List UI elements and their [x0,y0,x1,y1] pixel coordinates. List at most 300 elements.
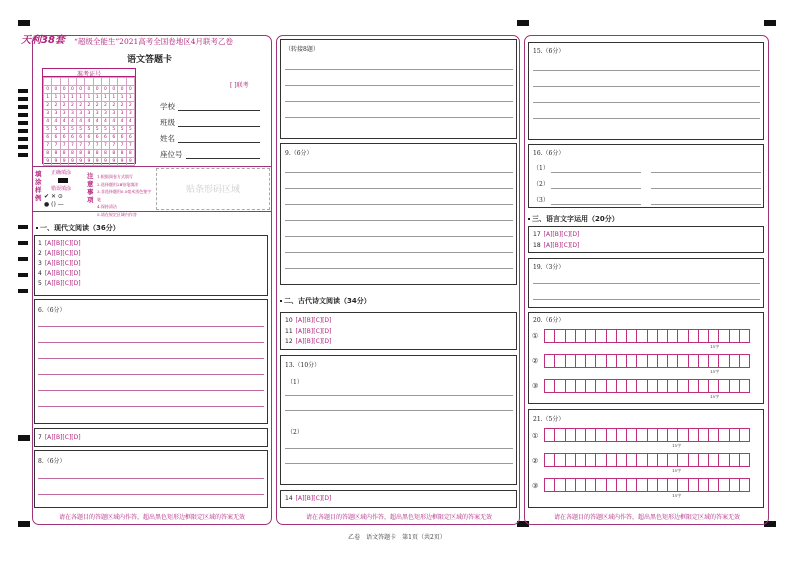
digit-bubble[interactable]: 3 [118,110,126,118]
mc-row[interactable] [38,270,81,278]
answer-line[interactable] [651,172,761,173]
mc-row[interactable] [38,260,81,268]
digit-bubble[interactable]: 2 [101,102,109,110]
char-cell[interactable] [708,453,718,467]
digit-bubble[interactable]: 8 [110,150,118,158]
answer-line[interactable] [285,101,513,102]
digit-bubble[interactable]: 7 [126,142,134,150]
answer-line[interactable] [38,494,264,495]
char-cell[interactable] [636,478,646,492]
digit-write-cell[interactable] [126,78,134,86]
digit-bubble[interactable]: 5 [52,126,60,134]
digit-bubble[interactable]: 6 [68,134,76,142]
digit-bubble[interactable]: 4 [52,118,60,126]
answer-line[interactable] [38,374,264,375]
mc-choices[interactable]: [A][B][C][D] [543,231,580,238]
digit-write-cell[interactable] [85,78,93,86]
digit-bubble[interactable]: 4 [85,118,93,126]
digit-write-cell[interactable] [44,78,52,86]
char-cell[interactable] [544,379,554,393]
mc-choices[interactable]: [A][B][C][D] [543,241,580,249]
digit-bubble[interactable]: 1 [110,94,118,102]
digit-write-cell[interactable] [77,78,85,86]
char-cell[interactable] [585,453,595,467]
digit-bubble[interactable]: 2 [85,102,93,110]
char-cell[interactable] [698,329,708,343]
q7-options[interactable] [38,434,81,442]
digit-bubble[interactable]: 0 [52,86,60,94]
char-cell[interactable] [657,329,667,343]
digit-bubble[interactable]: 9 [44,158,52,166]
digit-bubble[interactable]: 6 [77,134,85,142]
exam-type-tag[interactable]: [ ]联考 [230,82,249,89]
mc-choices[interactable]: [A][B][C][D] [44,260,81,267]
digit-bubble[interactable]: 5 [101,126,109,134]
char-cell[interactable] [677,428,687,442]
digit-bubble[interactable]: 0 [60,86,68,94]
mc-choices[interactable]: [A][B][C][D] [44,240,81,247]
digit-bubble[interactable]: 6 [85,134,93,142]
char-cell[interactable] [544,428,554,442]
answer-line[interactable] [285,448,513,449]
char-cell[interactable] [647,453,657,467]
digit-bubble[interactable]: 8 [85,150,93,158]
mc-choices[interactable]: [A][B][C][D] [44,250,81,257]
char-cell[interactable] [739,428,750,442]
digit-bubble[interactable]: 3 [60,110,68,118]
digit-bubble[interactable]: 8 [77,150,85,158]
char-cell[interactable] [575,329,585,343]
digit-bubble[interactable]: 0 [77,86,85,94]
char-cell[interactable] [688,354,698,368]
digit-write-cell[interactable] [60,78,68,86]
digit-bubble[interactable]: 7 [77,142,85,150]
char-cell[interactable] [698,428,708,442]
char-cell[interactable] [657,379,667,393]
digit-write-cell[interactable] [52,78,60,86]
digit-bubble[interactable]: 7 [44,142,52,150]
digit-bubble[interactable]: 4 [118,118,126,126]
digit-bubble[interactable]: 2 [68,102,76,110]
digit-bubble[interactable]: 5 [44,126,52,134]
digit-bubble[interactable]: 4 [101,118,109,126]
char-cell[interactable] [667,453,677,467]
answer-line[interactable] [285,395,513,396]
answer-line[interactable] [285,204,513,205]
char-cell[interactable] [616,478,626,492]
digit-bubble[interactable]: 0 [118,86,126,94]
char-cell[interactable] [636,329,646,343]
admission-number-grid[interactable] [42,76,136,164]
answer-line[interactable] [38,390,264,391]
digit-bubble[interactable]: 2 [60,102,68,110]
digit-bubble[interactable]: 3 [85,110,93,118]
school-field[interactable] [178,110,260,111]
q7-choices[interactable]: [A][B][C][D] [44,434,81,441]
digit-bubble[interactable]: 5 [93,126,101,134]
char-cell[interactable] [606,453,616,467]
digit-bubble[interactable]: 2 [44,102,52,110]
digit-bubble[interactable]: 1 [52,94,60,102]
char-cell[interactable] [657,453,667,467]
digit-bubble[interactable]: 5 [126,126,134,134]
char-cell[interactable] [636,453,646,467]
name-field[interactable] [178,142,260,143]
char-cell[interactable] [626,354,636,368]
char-cell[interactable] [565,453,575,467]
char-cell[interactable] [688,379,698,393]
answer-line[interactable] [38,326,264,327]
char-cell[interactable] [647,354,657,368]
char-cell[interactable] [626,428,636,442]
digit-bubble[interactable]: 4 [68,118,76,126]
char-cell[interactable] [667,354,677,368]
char-cell[interactable] [554,354,564,368]
char-cell[interactable] [677,354,687,368]
char-cell[interactable] [626,478,636,492]
digit-bubble[interactable]: 6 [126,134,134,142]
digit-bubble[interactable]: 3 [110,110,118,118]
digit-bubble[interactable]: 1 [44,94,52,102]
digit-bubble[interactable]: 6 [110,134,118,142]
char-cell[interactable] [616,354,626,368]
char-cell[interactable] [657,354,667,368]
char-cell[interactable] [636,379,646,393]
char-cell[interactable] [667,428,677,442]
answer-line[interactable] [38,406,264,407]
char-cell[interactable] [729,428,739,442]
answer-line[interactable] [551,204,641,205]
char-cell[interactable] [677,379,687,393]
char-cell[interactable] [718,428,728,442]
digit-bubble[interactable]: 4 [126,118,134,126]
answer-line[interactable] [533,118,760,119]
digit-bubble[interactable]: 1 [85,94,93,102]
char-cell[interactable] [575,379,585,393]
answer-line[interactable] [285,268,513,269]
digit-bubble[interactable]: 5 [77,126,85,134]
char-cell[interactable] [718,379,728,393]
char-cell[interactable] [698,379,708,393]
digit-bubble[interactable]: 9 [110,158,118,166]
digit-bubble[interactable]: 4 [93,118,101,126]
digit-bubble[interactable]: 3 [68,110,76,118]
char-cell[interactable] [616,428,626,442]
char-cell[interactable] [565,329,575,343]
char-cell[interactable] [544,478,554,492]
answer-line[interactable] [533,86,760,87]
answer-line[interactable] [285,236,513,237]
mc-row[interactable] [533,242,579,250]
mc-row[interactable] [38,240,81,248]
char-cell[interactable] [636,354,646,368]
digit-bubble[interactable]: 8 [60,150,68,158]
mc-row[interactable] [285,328,331,336]
digit-bubble[interactable]: 3 [52,110,60,118]
answer-line[interactable] [38,358,264,359]
char-cell[interactable] [739,354,750,368]
answer-line[interactable] [285,410,513,411]
char-cell[interactable] [718,478,728,492]
q21-grid-3[interactable] [544,478,750,492]
digit-bubble[interactable]: 6 [44,134,52,142]
char-cell[interactable] [554,428,564,442]
digit-bubble[interactable]: 7 [101,142,109,150]
digit-bubble[interactable]: 7 [60,142,68,150]
answer-line[interactable] [551,188,641,189]
digit-bubble[interactable]: 2 [110,102,118,110]
answer-line[interactable] [533,70,760,71]
answer-line[interactable] [533,299,760,300]
q20-grid-1[interactable] [544,329,750,343]
answer-line[interactable] [285,172,513,173]
digit-bubble[interactable]: 8 [68,150,76,158]
digit-bubble[interactable]: 8 [93,150,101,158]
digit-bubble[interactable]: 1 [118,94,126,102]
digit-bubble[interactable]: 8 [44,150,52,158]
digit-bubble[interactable]: 1 [93,94,101,102]
char-cell[interactable] [647,478,657,492]
digit-bubble[interactable]: 5 [68,126,76,134]
char-cell[interactable] [575,478,585,492]
char-cell[interactable] [606,329,616,343]
digit-bubble[interactable]: 7 [118,142,126,150]
digit-write-cell[interactable] [110,78,118,86]
digit-bubble[interactable]: 4 [110,118,118,126]
digit-bubble[interactable]: 9 [52,158,60,166]
digit-bubble[interactable]: 1 [126,94,134,102]
char-cell[interactable] [606,379,616,393]
char-cell[interactable] [636,428,646,442]
digit-bubble[interactable]: 2 [126,102,134,110]
digit-bubble[interactable]: 4 [44,118,52,126]
digit-bubble[interactable]: 0 [68,86,76,94]
char-cell[interactable] [585,428,595,442]
char-cell[interactable] [554,478,564,492]
char-cell[interactable] [718,453,728,467]
char-cell[interactable] [677,478,687,492]
answer-line[interactable] [651,204,761,205]
char-cell[interactable] [595,478,605,492]
char-cell[interactable] [554,379,564,393]
mc-row[interactable] [285,317,331,325]
char-cell[interactable] [616,453,626,467]
digit-bubble[interactable]: 1 [60,94,68,102]
answer-line[interactable] [285,220,513,221]
answer-line[interactable] [533,102,760,103]
digit-bubble[interactable]: 8 [52,150,60,158]
char-cell[interactable] [616,329,626,343]
mc-choices[interactable]: [A][B][C][D] [44,270,81,277]
digit-bubble[interactable]: 9 [85,158,93,166]
digit-bubble[interactable]: 7 [85,142,93,150]
digit-bubble[interactable]: 6 [101,134,109,142]
answer-line[interactable] [651,188,761,189]
digit-bubble[interactable]: 1 [101,94,109,102]
char-cell[interactable] [698,453,708,467]
digit-bubble[interactable]: 7 [52,142,60,150]
char-cell[interactable] [595,428,605,442]
digit-bubble[interactable]: 0 [126,86,134,94]
char-cell[interactable] [647,428,657,442]
char-cell[interactable] [626,453,636,467]
digit-bubble[interactable]: 3 [93,110,101,118]
mc-row[interactable] [38,280,81,288]
digit-bubble[interactable]: 2 [77,102,85,110]
digit-bubble[interactable]: 6 [118,134,126,142]
char-cell[interactable] [718,354,728,368]
char-cell[interactable] [565,428,575,442]
char-cell[interactable] [729,354,739,368]
digit-bubble[interactable]: 8 [118,150,126,158]
answer-line[interactable] [285,463,513,464]
char-cell[interactable] [729,478,739,492]
char-cell[interactable] [606,354,616,368]
char-cell[interactable] [688,329,698,343]
digit-bubble[interactable]: 9 [68,158,76,166]
digit-bubble[interactable]: 2 [93,102,101,110]
digit-bubble[interactable]: 1 [77,94,85,102]
digit-bubble[interactable]: 5 [118,126,126,134]
digit-bubble[interactable]: 0 [110,86,118,94]
char-cell[interactable] [544,354,554,368]
digit-bubble[interactable]: 3 [101,110,109,118]
char-cell[interactable] [667,329,677,343]
char-cell[interactable] [606,478,616,492]
q20-grid-3[interactable] [544,379,750,393]
char-cell[interactable] [595,329,605,343]
char-cell[interactable] [739,379,750,393]
digit-bubble[interactable]: 2 [52,102,60,110]
digit-write-cell[interactable] [118,78,126,86]
char-cell[interactable] [739,453,750,467]
digit-bubble[interactable]: 6 [60,134,68,142]
char-cell[interactable] [708,354,718,368]
mc-choices[interactable]: [A][B][C][D] [44,280,81,287]
digit-write-cell[interactable] [68,78,76,86]
char-cell[interactable] [647,329,657,343]
digit-bubble[interactable]: 9 [118,158,126,166]
char-cell[interactable] [698,478,708,492]
answer-line[interactable] [551,172,641,173]
mc-choices[interactable]: [A][B][C][D] [295,317,332,324]
char-cell[interactable] [667,379,677,393]
char-cell[interactable] [626,329,636,343]
char-cell[interactable] [708,329,718,343]
digit-bubble[interactable]: 9 [126,158,134,166]
digit-bubble[interactable]: 2 [118,102,126,110]
char-cell[interactable] [585,354,595,368]
char-cell[interactable] [688,428,698,442]
char-cell[interactable] [739,478,750,492]
digit-bubble[interactable]: 9 [101,158,109,166]
q21-grid-2[interactable] [544,453,750,467]
q14-choices[interactable]: [A][B][C][D] [295,495,332,502]
digit-bubble[interactable]: 8 [126,150,134,158]
digit-bubble[interactable]: 7 [68,142,76,150]
char-cell[interactable] [688,453,698,467]
char-cell[interactable] [647,379,657,393]
mc-choices[interactable]: [A][B][C][D] [295,327,332,335]
digit-bubble[interactable]: 0 [93,86,101,94]
digit-bubble[interactable]: 9 [93,158,101,166]
digit-bubble[interactable]: 9 [77,158,85,166]
char-cell[interactable] [677,329,687,343]
mc-choices[interactable]: [A][B][C][D] [295,338,332,345]
char-cell[interactable] [739,329,750,343]
answer-line[interactable] [38,342,264,343]
char-cell[interactable] [575,428,585,442]
digit-bubble[interactable]: 7 [110,142,118,150]
char-cell[interactable] [575,354,585,368]
answer-line[interactable] [285,188,513,189]
digit-bubble[interactable]: 4 [60,118,68,126]
char-cell[interactable] [616,379,626,393]
digit-bubble[interactable]: 5 [85,126,93,134]
digit-write-cell[interactable] [101,78,109,86]
seat-field[interactable] [186,158,260,159]
digit-bubble[interactable]: 7 [93,142,101,150]
digit-bubble[interactable]: 0 [85,86,93,94]
answer-line[interactable] [38,478,264,479]
char-cell[interactable] [595,453,605,467]
char-cell[interactable] [718,329,728,343]
char-cell[interactable] [575,453,585,467]
char-cell[interactable] [554,453,564,467]
char-cell[interactable] [565,354,575,368]
answer-line[interactable] [285,85,513,86]
digit-write-cell[interactable] [93,78,101,86]
digit-bubble[interactable]: 0 [44,86,52,94]
answer-line[interactable] [533,283,760,284]
char-cell[interactable] [729,329,739,343]
char-cell[interactable] [729,379,739,393]
digit-bubble[interactable]: 6 [52,134,60,142]
char-cell[interactable] [667,478,677,492]
char-cell[interactable] [595,354,605,368]
char-cell[interactable] [688,478,698,492]
mc-row[interactable] [38,250,81,258]
digit-bubble[interactable]: 0 [101,86,109,94]
char-cell[interactable] [544,453,554,467]
digit-bubble[interactable]: 5 [60,126,68,134]
digit-bubble[interactable]: 3 [126,110,134,118]
answer-line[interactable] [285,69,513,70]
digit-bubble[interactable]: 3 [77,110,85,118]
q21-grid-1[interactable] [544,428,750,442]
mc-row[interactable] [285,338,331,346]
digit-bubble[interactable]: 5 [110,126,118,134]
q20-grid-2[interactable] [544,354,750,368]
digit-bubble[interactable]: 9 [60,158,68,166]
digit-bubble[interactable]: 1 [68,94,76,102]
digit-bubble[interactable]: 8 [101,150,109,158]
class-field[interactable] [178,126,260,127]
char-cell[interactable] [657,478,667,492]
char-cell[interactable] [708,428,718,442]
char-cell[interactable] [585,379,595,393]
digit-bubble[interactable]: 3 [44,110,52,118]
digit-bubble[interactable]: 4 [77,118,85,126]
char-cell[interactable] [554,329,564,343]
answer-line[interactable] [285,117,513,118]
char-cell[interactable] [595,379,605,393]
char-cell[interactable] [677,453,687,467]
q14-options[interactable] [285,495,331,503]
char-cell[interactable] [585,478,595,492]
char-cell[interactable] [698,354,708,368]
char-cell[interactable] [565,379,575,393]
